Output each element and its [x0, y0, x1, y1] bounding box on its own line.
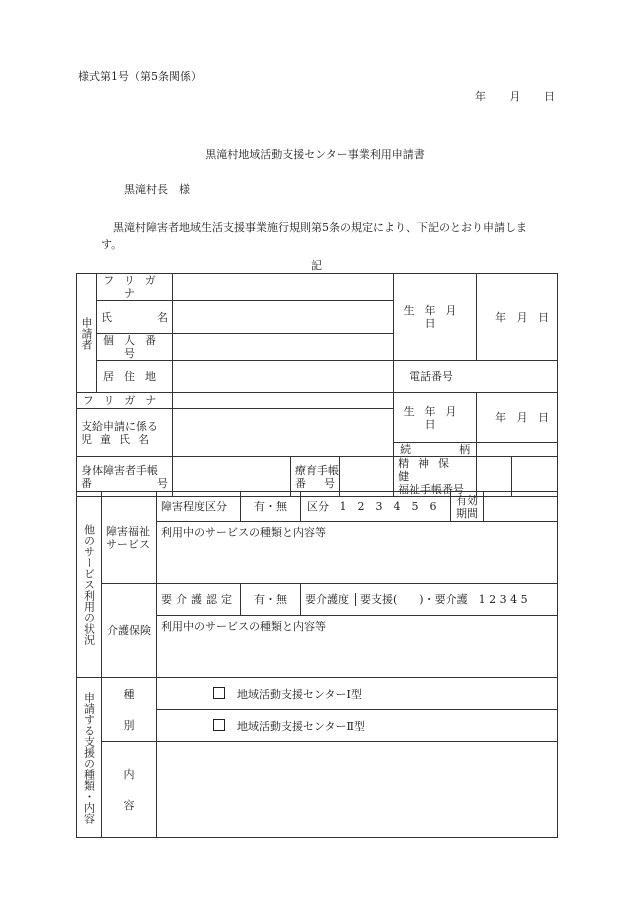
ki-label: 記 [311, 259, 322, 272]
form-number: 様式第1号（第5条関係） [78, 70, 202, 83]
disability-services-in-use[interactable]: 利用中のサービスの種類と内容等 [157, 522, 558, 584]
applicant-phone-label: 電話番号 [394, 361, 558, 393]
applicant-name-label: 氏 名 [97, 301, 173, 334]
support-option-2[interactable]: 地域活動支援センターⅡ型 [157, 710, 558, 742]
applicant-personal-number-field[interactable] [173, 334, 394, 361]
applicant-furigana-label: フリガナ [97, 274, 173, 301]
support-option-1[interactable]: 地域活動支援センターⅠ型 [157, 678, 558, 710]
date-day: 日 [544, 90, 555, 103]
support-content-label: 内 容 [102, 742, 157, 838]
date-year: 年 [475, 90, 486, 103]
page-title: 黒滝村地域活動支援センター事業利用申請書 [205, 148, 425, 161]
applicant-dob-label: 生年月日 [394, 274, 477, 361]
option2-checkbox[interactable] [213, 719, 225, 731]
applicant-address-label: 居住地 [97, 361, 173, 393]
care-services-in-use[interactable]: 利用中のサービスの種類と内容等 [157, 616, 558, 678]
child-name-label: 支給申請に係る 児童氏名 [77, 409, 173, 457]
applicant-dob-field[interactable]: 年 月 日 [477, 274, 558, 361]
child-furigana-label: フリガナ [77, 393, 173, 409]
body-text-line1: 黒滝村障害者地域生活支援事業施行規則第5条の規定により、下記のとおり申請しま [113, 221, 527, 234]
date-month: 月 [509, 90, 521, 103]
child-relation-label: 続 柄 [394, 443, 477, 457]
care-level[interactable]: 要介護度 要支援( )・要介護 1 2 3 4 5 [301, 584, 558, 616]
care-cert-label: 要介護認定 [157, 584, 241, 616]
applicant-group-label: 申請者 [77, 274, 97, 393]
support-request-group-label: 申請する支援の種類・内容 [77, 678, 102, 838]
other-services-group-label: 他のサービス利用の状況 [77, 492, 102, 678]
applicant-name-field[interactable] [173, 301, 394, 334]
rehab-handbook-label: 療育手帳 番 号 [291, 457, 340, 497]
physical-handbook-label: 身体障害者手帳 番 号 [77, 457, 173, 497]
valid-period-label: 有効 期間 [451, 492, 484, 522]
disability-category[interactable]: 区分 1 2 3 4 5 6 [301, 492, 451, 522]
child-relation-field[interactable] [477, 443, 558, 457]
body-text-line2: す。 [101, 238, 123, 251]
disability-level-label: 障害程度区分 [157, 492, 241, 522]
services-table [76, 491, 558, 838]
disability-yes-no[interactable]: 有・無 [241, 492, 301, 522]
child-furigana-field[interactable] [173, 393, 394, 409]
applicant-personal-number-label: 個人番号 [97, 334, 173, 361]
support-type-label: 種 別 [102, 678, 157, 742]
care-insurance-label: 介護保険 [102, 584, 157, 678]
option1-checkbox[interactable] [213, 687, 225, 699]
care-yes-no[interactable]: 有・無 [241, 584, 301, 616]
child-name-field[interactable] [173, 409, 394, 457]
date-line [475, 88, 555, 104]
applicant-furigana-field[interactable] [173, 274, 394, 301]
applicant-table [76, 273, 558, 497]
addressee: 黒滝村長 様 [124, 183, 190, 196]
child-dob-label: 生年月日 [394, 393, 477, 443]
mental-handbook-label: 精神保健 福祉手帳番号 [394, 457, 477, 497]
valid-period-field[interactable] [484, 492, 558, 522]
applicant-address-field[interactable] [173, 361, 394, 393]
disability-service-label: 障害福祉 サービス [102, 492, 157, 584]
support-content-field[interactable] [157, 742, 558, 838]
child-dob-field[interactable]: 年 月 日 [477, 393, 558, 443]
